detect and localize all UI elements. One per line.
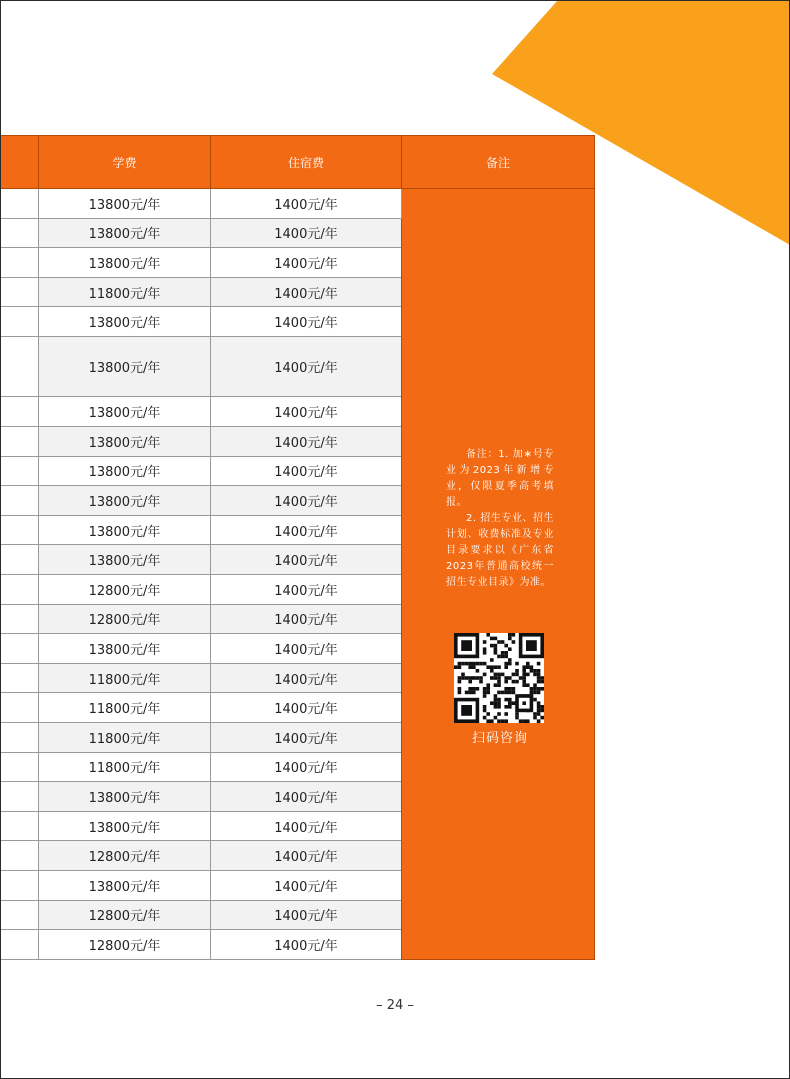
row-stub-cell — [0, 277, 39, 307]
page-number: – 24 – — [376, 998, 414, 1013]
row-stub-cell — [0, 337, 39, 397]
dorm-cell: 1400元/年 — [211, 663, 402, 693]
row-stub-cell — [0, 189, 39, 219]
dorm-cell: 1400元/年 — [211, 752, 402, 782]
row-stub-cell — [0, 426, 39, 456]
tuition-cell: 13800元/年 — [39, 248, 211, 278]
table-header-row — [0, 136, 595, 189]
remarks-note-2: 2. 招生专业、招生计划、收费标准及专业目录要求以《广东省2023年普通高校统一招生专业目录》为准。 — [446, 513, 554, 588]
remarks-cell — [402, 189, 595, 960]
row-stub-cell — [0, 900, 39, 930]
row-stub-cell — [0, 782, 39, 812]
qr-caption: 扫码咨询 — [471, 731, 528, 746]
tuition-cell: 12800元/年 — [39, 930, 211, 960]
dorm-cell: 1400元/年 — [211, 930, 402, 960]
dorm-cell: 1400元/年 — [211, 841, 402, 871]
dorm-cell: 1400元/年 — [211, 723, 402, 753]
tuition-cell: 13800元/年 — [39, 189, 211, 219]
dorm-cell: 1400元/年 — [211, 693, 402, 723]
row-stub-cell — [0, 486, 39, 516]
remarks-text — [446, 447, 554, 591]
row-stub-cell — [0, 218, 39, 248]
row-stub-cell — [0, 574, 39, 604]
row-stub-cell — [0, 723, 39, 753]
dorm-cell: 1400元/年 — [211, 782, 402, 812]
tuition-cell: 12800元/年 — [39, 900, 211, 930]
dorm-cell: 1400元/年 — [211, 189, 402, 219]
row-stub-cell — [0, 248, 39, 278]
qr-code-icon[interactable] — [454, 633, 544, 723]
row-stub-cell — [0, 663, 39, 693]
tuition-cell: 13800元/年 — [39, 634, 211, 664]
row-stub-cell — [0, 397, 39, 427]
fee-table — [0, 135, 595, 960]
dorm-cell: 1400元/年 — [211, 545, 402, 575]
row-stub-cell — [0, 515, 39, 545]
dorm-cell: 1400元/年 — [211, 811, 402, 841]
tuition-cell: 11800元/年 — [39, 752, 211, 782]
dorm-cell: 1400元/年 — [211, 486, 402, 516]
tuition-cell: 11800元/年 — [39, 693, 211, 723]
dorm-cell: 1400元/年 — [211, 248, 402, 278]
tuition-cell: 11800元/年 — [39, 723, 211, 753]
dorm-cell: 1400元/年 — [211, 515, 402, 545]
dorm-cell: 1400元/年 — [211, 871, 402, 901]
tuition-cell: 12800元/年 — [39, 574, 211, 604]
dorm-cell: 1400元/年 — [211, 426, 402, 456]
tuition-cell: 13800元/年 — [39, 456, 211, 486]
row-stub-cell — [0, 841, 39, 871]
dorm-cell: 1400元/年 — [211, 397, 402, 427]
dorm-cell: 1400元/年 — [211, 900, 402, 930]
row-stub-cell — [0, 930, 39, 960]
dorm-cell: 1400元/年 — [211, 337, 402, 397]
tuition-cell: 13800元/年 — [39, 397, 211, 427]
tuition-cell: 13800元/年 — [39, 811, 211, 841]
header-tuition: 学费 — [39, 136, 211, 189]
tuition-cell: 13800元/年 — [39, 871, 211, 901]
tuition-cell: 12800元/年 — [39, 841, 211, 871]
row-stub-cell — [0, 871, 39, 901]
dorm-cell: 1400元/年 — [211, 604, 402, 634]
table-body — [0, 189, 595, 960]
tuition-cell: 13800元/年 — [39, 486, 211, 516]
dorm-cell: 1400元/年 — [211, 307, 402, 337]
tuition-cell: 13800元/年 — [39, 307, 211, 337]
tuition-cell: 13800元/年 — [39, 218, 211, 248]
row-stub-cell — [0, 545, 39, 575]
dorm-cell: 1400元/年 — [211, 456, 402, 486]
row-stub-cell — [0, 752, 39, 782]
dorm-cell: 1400元/年 — [211, 277, 402, 307]
tuition-cell: 12800元/年 — [39, 604, 211, 634]
header-dorm: 住宿费 — [211, 136, 402, 189]
row-stub-cell — [0, 811, 39, 841]
tuition-cell: 13800元/年 — [39, 337, 211, 397]
tuition-cell: 11800元/年 — [39, 663, 211, 693]
row-stub-cell — [0, 693, 39, 723]
row-stub-cell — [0, 456, 39, 486]
tuition-cell: 13800元/年 — [39, 545, 211, 575]
row-stub-cell — [0, 634, 39, 664]
row-stub-cell — [0, 604, 39, 634]
header-remarks: 备注 — [402, 136, 595, 189]
table-row — [0, 189, 595, 219]
tuition-cell: 11800元/年 — [39, 277, 211, 307]
tuition-cell: 13800元/年 — [39, 515, 211, 545]
row-stub-cell — [0, 307, 39, 337]
remarks-note-1: 备注：1. 加∗号专业为2023年新增专业，仅限夏季高考填报。 — [446, 449, 554, 508]
dorm-cell: 1400元/年 — [211, 634, 402, 664]
header-cell-blank — [0, 136, 39, 189]
dorm-cell: 1400元/年 — [211, 574, 402, 604]
dorm-cell: 1400元/年 — [211, 218, 402, 248]
tuition-cell: 13800元/年 — [39, 782, 211, 812]
tuition-cell: 13800元/年 — [39, 426, 211, 456]
